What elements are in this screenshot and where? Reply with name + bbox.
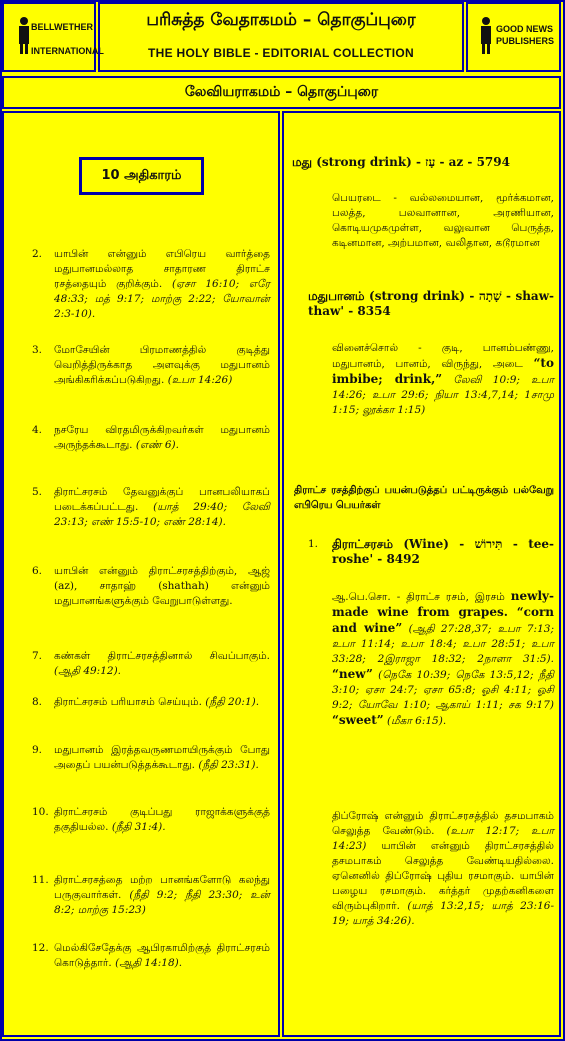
wine-body [332,589,554,729]
list-item-number: 2. [32,248,43,260]
list-item-text: யாபின் என்னும் திராட்சரசத்திற்கும், ஆஜ் (az), சாதாஹ் (shathah) என்னும் மதுபானங்களுக்கும் வேறுபாடுள்ளது. [54,565,270,607]
list-item [32,485,270,530]
list-item-number: 10. [32,806,49,818]
tithe-refs-2: (யாத் 13:2,15; யாத் 23:16-19; யாத் 34:26). [332,900,554,927]
list-item-reference: (உபா 14:26) [167,374,233,386]
list-item-text: மதுபானம் இரத்தவருணமாயிருக்கும் போது அதைப் பயன்படுத்தக்கூடாது. [54,744,270,771]
book-subtitle: லேவியராகமம் – தொகுப்புரை [2,76,561,109]
wine-quote-1: newly-made wine from grapes. “corn and wine” [332,589,554,635]
wine-refs-3: (மீகா 6:15). [387,715,447,727]
entry-shathah-definition: வினைச்சொல் - குடி, பானம்பண்ணு, மதுபானம், பானம், விருந்து, அடை [332,342,554,370]
chapter-label: 10 அதிகாரம் [79,157,204,195]
tithe-text-1: திப்ரோஷ் என்னும் திராட்சரசத்தில் தசமபாகம் செலுத்த வேண்டும். [332,810,554,837]
list-item-text: திராட்சரசம் பரியாசம் செய்யும். [54,696,202,708]
list-item-number: 3. [32,344,43,356]
list-item-number: 9. [32,744,43,756]
list-item-number: 12. [32,942,49,954]
header-title-box [98,2,464,72]
list-item [32,247,270,322]
tithe-paragraph [332,809,554,929]
list-item-text: மோசேயின் பிரமாணத்தில் குடித்து வெறித்திருக்காத அளவுக்கு மதுபானம் அங்கிகரிக்கப்படுகிறது. [54,344,270,386]
entry-az-heading: மது (strong drink) - עָז - az - 5794 [292,155,510,169]
list-item-body [54,941,270,971]
wine-quote-3: “sweet” [332,713,384,727]
list-item-number: 6. [32,565,43,577]
list-item [32,873,270,918]
list-item-reference: (ஏசா 16:10; எரே 48:33; மத் 9:17; மாற்கு 2:22; யோவான் 2:3-10). [54,278,270,320]
entry-az-body: பெயரடை - வல்லமையான, மூர்க்கமான, பலத்த, பலவானான, அரணியான, கொடியமுகமுள்ள, வலுவான பெருத்த, கடினமான, அற்பமான, வலிதான, கடூரமான [332,192,554,249]
list-item [32,564,270,609]
wine-quote-2: “new” [332,667,373,681]
list-item-body [54,743,270,773]
logo-text-line2: PUBLISHERS [496,36,555,46]
list-item-reference: (ஆதி 14:18). [115,957,183,969]
list-item-text: திராட்சரசத்தை மற்ற பானங்களோடு கலந்து பருகுவார்கள். [54,874,270,901]
list-item [32,941,270,971]
tithe-refs-1: (உபா 12:17; உபா 14:23) [332,825,554,852]
list-item-text: திராட்சரசம் தேவனுக்குப் பானபலியாகப் படைக்கப்பட்டது. [54,486,270,513]
entry-shathah-heading: மதுபானம் (strong drink) - שָׁתָה - shaw-thaw' - 8354 [308,289,555,318]
list-item-body [54,873,270,918]
tamil-title: பரிசுத்த வேதாகமம் – தொகுப்புரை [146,10,416,30]
list-item-text: யாபின் என்னும் எபிரெய வார்த்தை மதுபானமல்லாத சாதாரண திராட்ச ரசத்தையும் குறிக்கும். [54,248,270,290]
list-item-body [54,805,270,835]
list-item-reference: (நீதி 20:1). [205,696,260,708]
list-item-body [54,649,270,679]
list-item [32,743,270,773]
bellwether-logo [2,2,104,72]
list-item [32,695,270,710]
list-item-number: 5. [32,486,43,498]
left-column [2,111,280,1037]
logo-text-line1: BELLWETHER [31,22,93,32]
list-item-number: 4. [32,424,43,436]
list-item-number: 7. [32,650,43,662]
list-item-reference: (நீதி 23:31). [198,759,259,771]
entry-shathah-quote: “to imbibe; drink,” [332,356,554,386]
section-heading: திராட்ச ரசத்திற்குப் பயன்படுத்தப் பட்டிருக்கும் பல்வேறு எபிரெய பெயர்கள் [294,485,554,511]
list-item-reference: (ஆதி 49:12). [54,665,122,677]
wine-refs-2: (நெகே 10:39; நெகே 13:5,12; நீதி 3:10; ஏசா 24:7; ஏசா 65:8; ஓசி 4:11; ஓசி 9:2; யோவே 1:10; ஆகாய் 1:11; சக 9:17) [332,669,554,711]
list-item-body [54,423,270,453]
logo-text-line1: GOOD NEWS [496,24,554,34]
list-item-number: 11. [32,874,49,886]
list-item-text: நசரேய விரதமிருக்கிறவர்கள் மதுபானம் அருந்தக்கூடாது. [54,424,270,451]
list-item-body [54,485,270,530]
list-item-reference: (நீதி 9:2; நீதி 23:30; உன் 8:2; மாற்கு 15:23) [54,889,270,916]
list-item-reference: (யாத் 29:40; லேவி 23:13; எண் 15:5-10; எண் 28:14). [54,501,270,528]
list-item-body [54,695,270,710]
tithe-text-2: யாபின் என்னும் திராட்சரசத்தில் தசமபாகம் செலுத்த வேண்டியதில்லை. ஏனெனில் திப்ரோஷ் புதிய ரசமாகும். யாபின் பழைய ரசமாகும். கர்த்தர் முதற்கனிகளை விரும்புகிறார். [332,840,554,912]
list-item-body [54,343,270,388]
list-item-text: கண்கள் திராட்சரசத்தினால் சிவப்பாகும். [54,650,270,662]
list-item-text: திராட்சரசம் குடிப்பது ராஜாக்களுக்குத் தகுதியல்ல. [54,806,270,833]
right-column [282,111,561,1037]
wine-number: 1. [308,538,319,550]
wine-heading: திராட்சரசம் (Wine) - תִּירוֹשׁ - tee-roshe' - 8492 [332,537,554,566]
entry-shathah-body [332,341,554,418]
list-item-number: 8. [32,696,43,708]
english-title: THE HOLY BIBLE - EDITORIAL COLLECTION [147,46,414,60]
list-item [32,649,270,679]
list-item [32,423,270,453]
wine-intro: ஆ.பெ.சொ. - திராட்ச ரசம், இரசம் [332,591,505,603]
good-news-logo [466,2,561,72]
logo-text-line2: INTERNATIONAL [31,46,104,56]
list-item [32,343,270,388]
entry-shathah-refs: லேவி 10:9; உபா 14:26; உபா 29:6; நியா 13:4,7,14; 1சாமு 1:15; லூக்கா 1:15) [332,374,554,416]
list-item-reference: (நீதி 31:4). [111,821,166,833]
list-item-text: மெல்கிசேதேக்கு ஆபிரகாமிற்குத் திராட்சரசம் கொடுத்தார். [54,942,270,969]
list-item-reference: (எண் 6). [135,439,179,451]
wine-refs-1: (ஆதி 27:28,37; உபா 7:13; உபா 11:14; உபா 18:4; உபா 28:51; உபா 33:28; 2இராஜா 18:32; 2நாளா 31:5). [332,623,554,665]
logo-figure-icon [476,16,496,56]
list-item [32,805,270,835]
list-item-body [54,564,270,609]
list-item-body [54,247,270,322]
